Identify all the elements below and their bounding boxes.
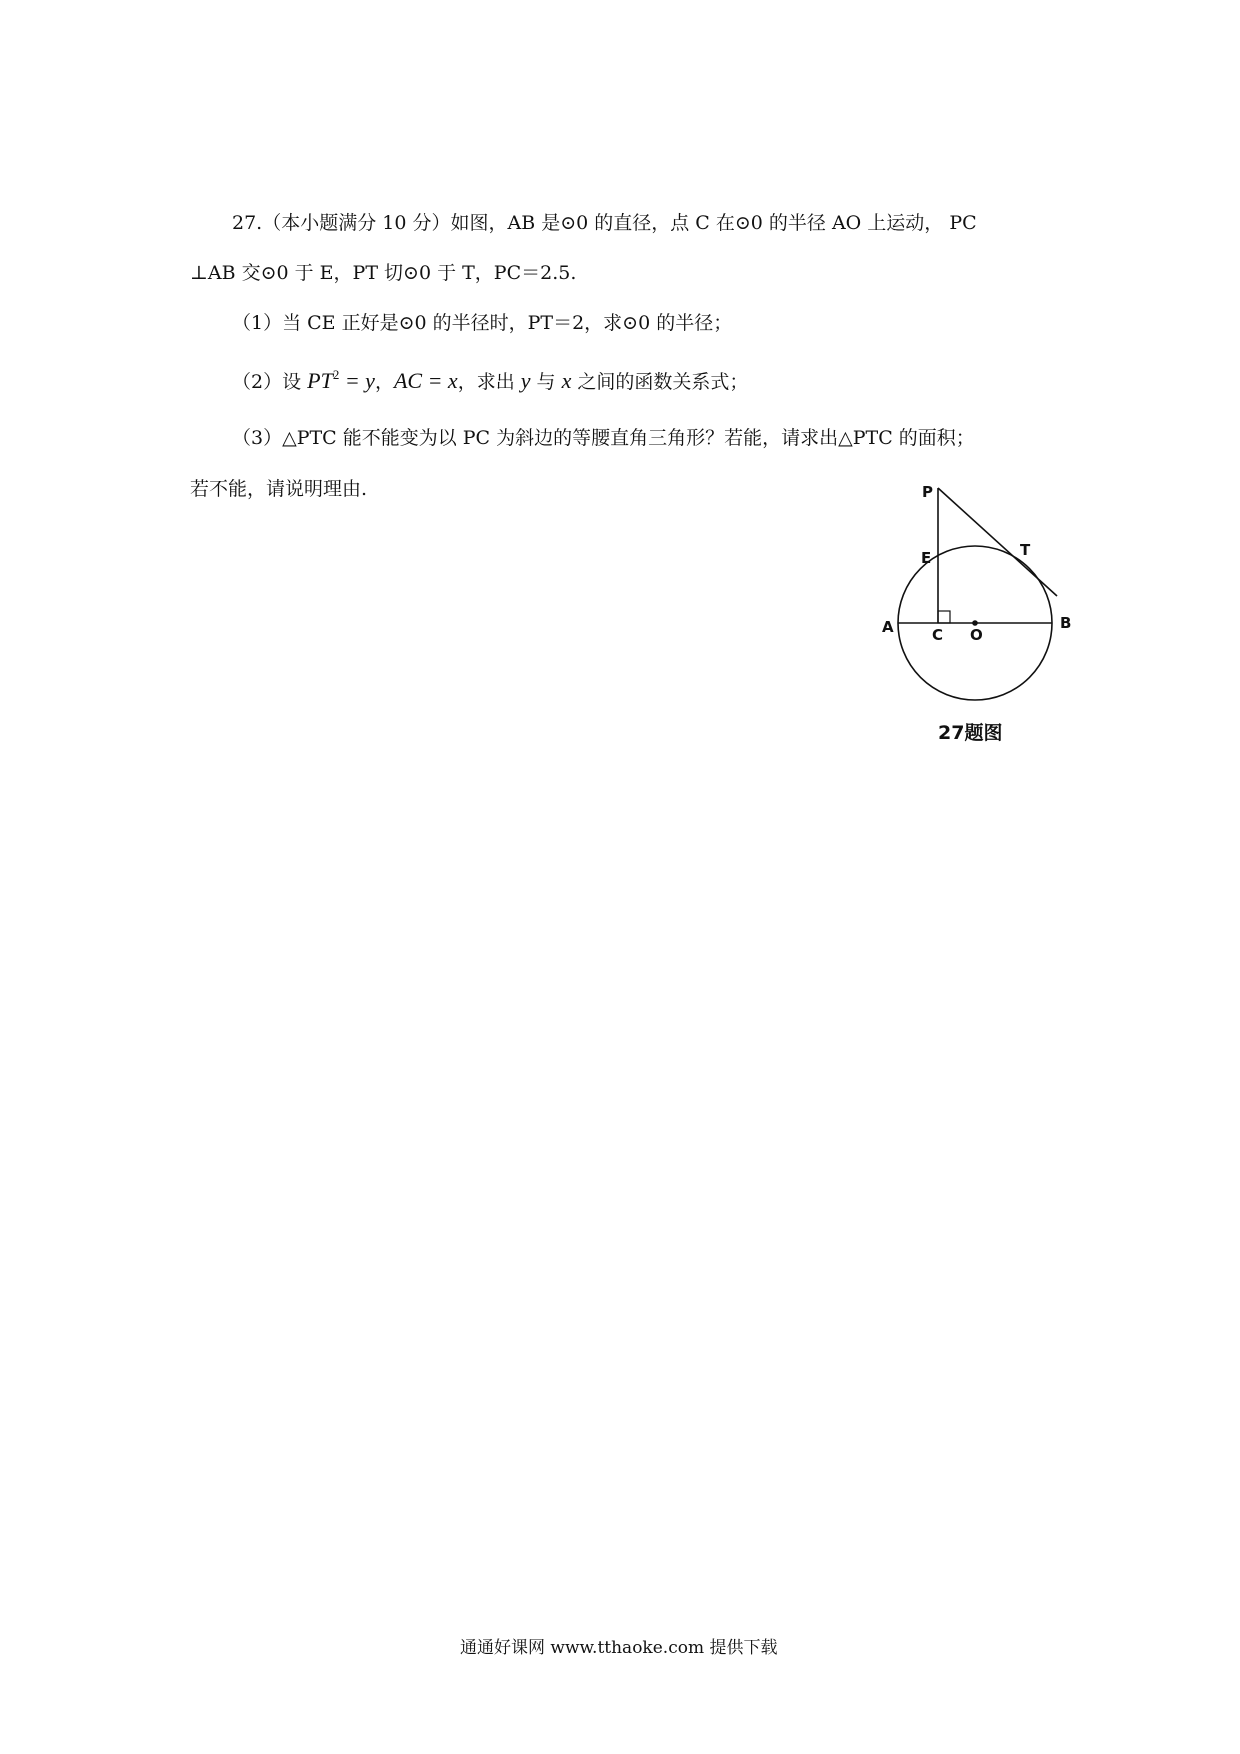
center-dot-o — [972, 620, 978, 626]
label-o: O — [970, 626, 983, 644]
figure-caption: 27题图 — [938, 722, 1003, 744]
problem-line-1: 27.（本小题满分 10 分）如图，AB 是⊙0 的直径，点 C 在⊙0 的半径 AO 上运动， PC — [232, 212, 977, 234]
question-2-text-1: ，求出 — [457, 371, 521, 393]
math-var-x: x — [561, 368, 572, 393]
label-c: C — [932, 626, 944, 644]
question-1: （1）当 CE 正好是⊙0 的半径时，PT＝2，求⊙0 的半径； — [232, 312, 733, 334]
question-2-text-2: 与 — [530, 371, 562, 393]
label-a: A — [882, 618, 894, 636]
question-2-suffix: 之间的函数关系式； — [571, 371, 749, 393]
math-var-y: y — [520, 368, 531, 393]
question-2-separator: ， — [374, 371, 394, 393]
question-2-prefix: （2）设 — [232, 371, 308, 393]
question-2 — [232, 368, 748, 395]
question-3-line-1: （3）△PTC 能不能变为以 PC 为斜边的等腰直角三角形？若能，请求出△PTC 的面积； — [232, 427, 975, 449]
label-b: B — [1060, 614, 1072, 632]
math-ac: AC = x — [393, 368, 458, 393]
question-3-line-2: 若不能，请说明理由. — [190, 478, 368, 500]
label-p: P — [922, 483, 933, 501]
label-t: T — [1020, 541, 1031, 559]
math-pt: $PT^2 = y$ — [307, 367, 375, 393]
problem-line-2: ⊥AB 交⊙0 于 E，PT 切⊙0 于 T，PC＝2.5. — [190, 262, 577, 284]
page-footer: 通通好课网 www.tthaoke.com 提供下载 — [460, 1638, 778, 1658]
label-e: E — [921, 549, 932, 567]
tangent-pt — [938, 488, 1057, 596]
right-angle-mark — [938, 611, 950, 623]
